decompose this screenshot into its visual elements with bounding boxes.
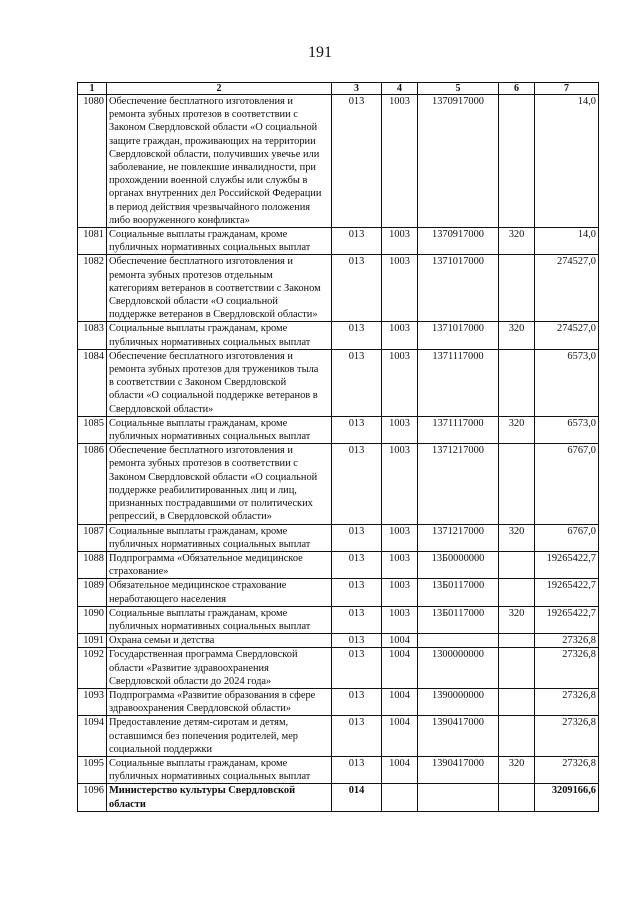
header-col-2: 2 — [107, 83, 332, 95]
table-row — [78, 784, 599, 811]
row-number: 1096 — [78, 784, 107, 811]
row-description — [107, 688, 332, 715]
section-code: 1003 — [382, 228, 418, 255]
expense-type-code: 320 — [499, 228, 535, 255]
section-code: 1003 — [382, 606, 418, 633]
ministry-code: 013 — [332, 579, 382, 606]
section-code: 1004 — [382, 688, 418, 715]
table-row — [78, 444, 599, 524]
description-line: Свердловской области, получивших увечье или — [109, 148, 320, 160]
row-description — [107, 322, 332, 349]
amount: 19265422,7 — [535, 579, 599, 606]
expense-type-code — [499, 784, 535, 811]
target-article-code — [418, 634, 499, 648]
section-code: 1004 — [382, 634, 418, 648]
amount: 6573,0 — [535, 416, 599, 443]
description-line: заболевание, не повлекшие инвалидности, при — [109, 162, 316, 174]
description-line: органах внутренних дел Российской Федерации — [109, 188, 322, 200]
row-description — [107, 444, 332, 524]
row-description — [107, 634, 332, 648]
ministry-code: 013 — [332, 606, 382, 633]
header-col-5: 5 — [418, 83, 499, 95]
target-article-code: 1390000000 — [418, 688, 499, 715]
row-number: 1081 — [78, 228, 107, 255]
section-code — [382, 784, 418, 811]
table-row — [78, 349, 599, 416]
row-description — [107, 95, 332, 228]
description-line: Законом Свердловской области «О социальной — [109, 122, 318, 134]
description-line: Социальные выплаты гражданам, кроме — [109, 757, 288, 769]
target-article-code: 1371217000 — [418, 444, 499, 524]
description-line: Подпрограмма «Развитие образования в сфере — [109, 689, 316, 701]
description-line: прохождении военной службы или службы в — [109, 175, 308, 187]
amount: 14,0 — [535, 228, 599, 255]
amount: 6573,0 — [535, 349, 599, 416]
amount: 19265422,7 — [535, 551, 599, 578]
row-description — [107, 648, 332, 689]
row-description — [107, 228, 332, 255]
description-line: ремонта зубных протезов отдельным — [109, 269, 273, 281]
row-description — [107, 716, 332, 757]
description-line: Обеспечение бесплатного изготовления и — [109, 96, 293, 107]
expense-type-code — [499, 255, 535, 322]
target-article-code: 1370917000 — [418, 228, 499, 255]
expense-type-code — [499, 648, 535, 689]
target-article-code: 13Б0117000 — [418, 579, 499, 606]
description-line: публичных нормативных социальных выплат — [109, 538, 311, 550]
table-row — [78, 524, 599, 551]
row-number: 1090 — [78, 606, 107, 633]
target-article-code: 1390417000 — [418, 716, 499, 757]
description-line: Обеспечение бесплатного изготовления и — [109, 256, 293, 268]
description-line: Обеспечение бесплатного изготовления и — [109, 445, 293, 457]
table-row — [78, 716, 599, 757]
section-code: 1004 — [382, 756, 418, 783]
description-line: либо вооруженного конфликта» — [109, 214, 250, 226]
section-code: 1003 — [382, 349, 418, 416]
description-line: публичных нормативных социальных выплат — [109, 431, 311, 443]
description-line: в соответствии с Законом Свердловской — [109, 377, 287, 389]
description-line: Социальные выплаты гражданам, кроме — [109, 417, 288, 429]
expense-type-code — [499, 716, 535, 757]
target-article-code: 13Б0000000 — [418, 551, 499, 578]
description-line: поддержке реабилитированных лиц и лиц, — [109, 484, 297, 496]
expense-type-code: 320 — [499, 322, 535, 349]
amount: 14,0 — [535, 95, 599, 228]
target-article-code: 1371117000 — [418, 416, 499, 443]
header-col-4: 4 — [382, 83, 418, 95]
row-number: 1093 — [78, 688, 107, 715]
table-row — [78, 688, 599, 715]
expense-type-code: 320 — [499, 416, 535, 443]
row-description — [107, 579, 332, 606]
row-description — [107, 349, 332, 416]
target-article-code: 1300000000 — [418, 648, 499, 689]
target-article-code: 1370917000 — [418, 95, 499, 228]
description-line: Охрана семьи и детства — [109, 635, 215, 647]
description-line: страхование» — [109, 566, 169, 578]
description-line: категориям ветеранов в соответствии с Законом — [109, 282, 321, 294]
row-description — [107, 606, 332, 633]
description-line: неработающего населения — [109, 593, 226, 605]
description-line: Свердловской области «О социальной — [109, 296, 278, 308]
row-description — [107, 551, 332, 578]
ministry-code: 013 — [332, 322, 382, 349]
amount: 6767,0 — [535, 524, 599, 551]
section-code: 1003 — [382, 255, 418, 322]
description-line: Социальные выплаты гражданам, кроме — [109, 229, 288, 241]
row-number: 1088 — [78, 551, 107, 578]
description-line: Обеспечение бесплатного изготовления и — [109, 350, 293, 362]
row-description — [107, 255, 332, 322]
description-line: ремонта зубных протезов для тружеников тыла — [109, 364, 319, 376]
table-row — [78, 322, 599, 349]
target-article-code: 1371017000 — [418, 255, 499, 322]
table-row — [78, 579, 599, 606]
description-line: Министерство культуры Свердловской — [109, 785, 296, 797]
description-line: оставшимся без попечения родителей, мер — [109, 730, 298, 742]
description-line: Социальные выплаты гражданам, кроме — [109, 323, 288, 335]
description-line: публичных нормативных социальных выплат — [109, 620, 311, 632]
description-line: публичных нормативных социальных выплат — [109, 771, 311, 783]
expense-type-code — [499, 688, 535, 715]
description-line: Свердловской области» — [109, 403, 214, 415]
description-line: Законом Свердловской области «О социальной — [109, 471, 318, 483]
target-article-code: 1371217000 — [418, 524, 499, 551]
row-number: 1082 — [78, 255, 107, 322]
header-col-7: 7 — [535, 83, 599, 95]
description-line: Социальные выплаты гражданам, кроме — [109, 607, 288, 619]
description-line: Подпрограмма «Обязательное медицинское — [109, 552, 303, 564]
header-col-6: 6 — [499, 83, 535, 95]
table-body — [78, 95, 599, 812]
description-line: в период действия чрезвычайного положения — [109, 201, 311, 213]
table-row — [78, 95, 599, 228]
ministry-code: 013 — [332, 648, 382, 689]
section-code: 1003 — [382, 524, 418, 551]
amount: 27326,8 — [535, 648, 599, 689]
section-code: 1003 — [382, 95, 418, 228]
amount: 3209166,6 — [535, 784, 599, 811]
ministry-code: 013 — [332, 349, 382, 416]
table-row — [78, 648, 599, 689]
expense-type-code: 320 — [499, 524, 535, 551]
description-line: ремонта зубных протезов в соответствии с — [109, 458, 298, 470]
description-line: области — [109, 798, 146, 810]
target-article-code: 1371017000 — [418, 322, 499, 349]
row-description — [107, 416, 332, 443]
target-article-code: 1371117000 — [418, 349, 499, 416]
row-description — [107, 784, 332, 811]
table-row — [78, 255, 599, 322]
ministry-code: 013 — [332, 688, 382, 715]
row-number: 1094 — [78, 716, 107, 757]
section-code: 1004 — [382, 648, 418, 689]
description-line: публичных нормативных социальных выплат — [109, 242, 311, 254]
description-line: Социальные выплаты гражданам, кроме — [109, 525, 288, 537]
section-code: 1003 — [382, 579, 418, 606]
row-description — [107, 756, 332, 783]
table-row — [78, 756, 599, 783]
row-description — [107, 524, 332, 551]
description-line: публичных нормативных социальных выплат — [109, 336, 311, 348]
description-line: Обязательное медицинское страхование — [109, 580, 287, 592]
amount: 274527,0 — [535, 255, 599, 322]
header-col-3: 3 — [332, 83, 382, 95]
expense-type-code — [499, 349, 535, 416]
amount: 274527,0 — [535, 322, 599, 349]
row-number: 1084 — [78, 349, 107, 416]
expense-type-code — [499, 551, 535, 578]
amount: 27326,8 — [535, 716, 599, 757]
ministry-code: 013 — [332, 444, 382, 524]
description-line: поддержке ветеранов в Свердловской области» — [109, 309, 318, 321]
section-code: 1003 — [382, 322, 418, 349]
header-col-1: 1 — [78, 83, 107, 95]
description-line: Государственная программа Свердловской — [109, 649, 298, 661]
description-line: ремонта зубных протезов в соответствии с — [109, 109, 298, 121]
description-line: репрессий, в Свердловской области» — [109, 511, 272, 523]
row-number: 1089 — [78, 579, 107, 606]
section-code: 1003 — [382, 444, 418, 524]
table-row — [78, 228, 599, 255]
description-line: признанных пострадавшими от политических — [109, 498, 313, 510]
expense-type-code: 320 — [499, 606, 535, 633]
ministry-code: 013 — [332, 416, 382, 443]
ministry-code: 014 — [332, 784, 382, 811]
description-line: защите граждан, проживающих на территории — [109, 135, 316, 147]
expense-type-code — [499, 95, 535, 228]
ministry-code: 013 — [332, 228, 382, 255]
ministry-code: 013 — [332, 634, 382, 648]
row-number: 1086 — [78, 444, 107, 524]
table-row — [78, 634, 599, 648]
page-number: 191 — [308, 44, 332, 61]
table-row — [78, 606, 599, 633]
amount: 27326,8 — [535, 634, 599, 648]
target-article-code — [418, 784, 499, 811]
row-number: 1091 — [78, 634, 107, 648]
ministry-code: 013 — [332, 551, 382, 578]
row-number: 1085 — [78, 416, 107, 443]
section-code: 1003 — [382, 416, 418, 443]
amount: 6767,0 — [535, 444, 599, 524]
ministry-code: 013 — [332, 756, 382, 783]
section-code: 1004 — [382, 716, 418, 757]
description-line: Свердловской области до 2024 года» — [109, 675, 272, 687]
row-number: 1092 — [78, 648, 107, 689]
ministry-code: 013 — [332, 524, 382, 551]
amount: 27326,8 — [535, 756, 599, 783]
expense-type-code — [499, 579, 535, 606]
row-number: 1095 — [78, 756, 107, 783]
amount: 19265422,7 — [535, 606, 599, 633]
section-code: 1003 — [382, 551, 418, 578]
budget-table — [77, 82, 599, 812]
table-row — [78, 551, 599, 578]
expense-type-code — [499, 444, 535, 524]
ministry-code: 013 — [332, 95, 382, 228]
description-line: социальной поддержки — [109, 743, 213, 755]
ministry-code: 013 — [332, 255, 382, 322]
table-row — [78, 416, 599, 443]
expense-type-code — [499, 634, 535, 648]
row-number: 1087 — [78, 524, 107, 551]
description-line: области «Развитие здравоохранения — [109, 662, 269, 674]
header-row — [78, 83, 599, 95]
amount: 27326,8 — [535, 688, 599, 715]
description-line: здравоохранения Свердловской области» — [109, 703, 292, 715]
target-article-code: 1390417000 — [418, 756, 499, 783]
expense-type-code: 320 — [499, 756, 535, 783]
row-number: 1083 — [78, 322, 107, 349]
row-number: 1080 — [78, 95, 107, 228]
description-line: области «О социальной поддержке ветеранов в — [109, 390, 318, 402]
ministry-code: 013 — [332, 716, 382, 757]
target-article-code: 13Б0117000 — [418, 606, 499, 633]
description-line: Предоставление детям-сиротам и детям, — [109, 717, 289, 729]
